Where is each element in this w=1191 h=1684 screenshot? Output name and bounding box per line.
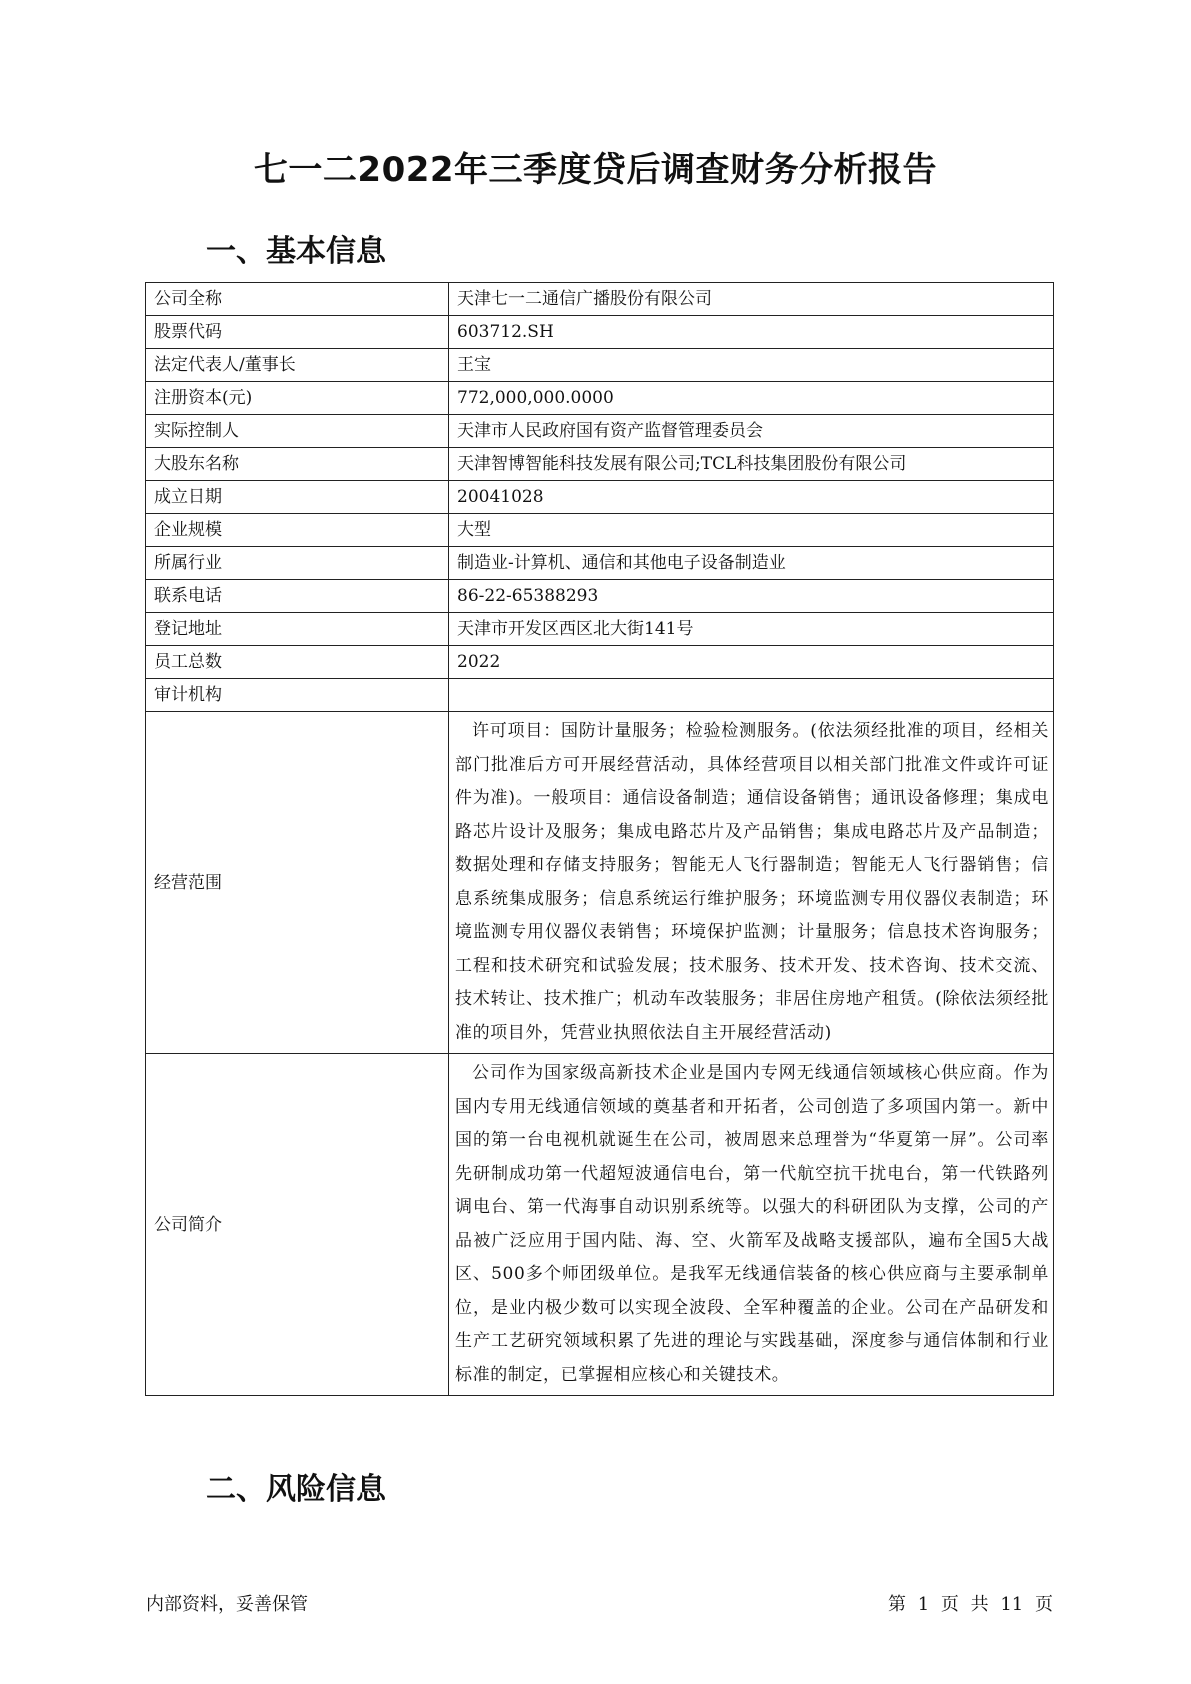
report-title: 七一二2022年三季度贷后调查财务分析报告 <box>253 150 938 190</box>
row-label: 审计机构 <box>146 679 449 712</box>
page-suffix: 页 <box>940 1594 959 1615</box>
row-label: 成立日期 <box>146 481 449 514</box>
row-value: 制造业-计算机、通信和其他电子设备制造业 <box>449 547 1054 580</box>
row-label: 员工总数 <box>146 646 449 679</box>
row-label: 公司全称 <box>146 283 449 316</box>
row-value <box>449 679 1054 712</box>
row-value: 天津市人民政府国有资产监督管理委员会 <box>449 415 1054 448</box>
row-value: 86-22-65388293 <box>449 580 1054 613</box>
table-row-business-scope <box>146 712 1054 1054</box>
table-row <box>146 580 1054 613</box>
row-label: 法定代表人/董事长 <box>146 349 449 382</box>
table-row-company-intro <box>146 1054 1054 1396</box>
table-row <box>146 547 1054 580</box>
footer-page-indicator <box>888 1590 1053 1616</box>
page-number: 1 <box>917 1594 930 1615</box>
total-prefix: 共 <box>970 1594 989 1615</box>
total-suffix: 页 <box>1035 1594 1053 1615</box>
row-value: 2022 <box>449 646 1054 679</box>
table-row <box>146 382 1054 415</box>
table-row <box>146 481 1054 514</box>
row-value: 大型 <box>449 514 1054 547</box>
section-heading-basic-info: 一、基本信息 <box>206 234 386 269</box>
table-row <box>146 646 1054 679</box>
basic-info-table-body <box>146 283 1054 1396</box>
row-label: 实际控制人 <box>146 415 449 448</box>
table-row <box>146 349 1054 382</box>
basic-info-table <box>145 282 1054 1396</box>
company-intro-label: 公司简介 <box>146 1054 449 1396</box>
business-scope-label: 经营范围 <box>146 712 449 1054</box>
footer-confidential-note: 内部资料，妥善保管 <box>146 1594 308 1615</box>
row-label: 所属行业 <box>146 547 449 580</box>
table-row <box>146 415 1054 448</box>
row-value: 天津市开发区西区北大街141号 <box>449 613 1054 646</box>
row-value: 20041028 <box>449 481 1054 514</box>
business-scope-text: 许可项目：国防计量服务；检验检测服务。(依法须经批准的项目，经相关部门批准后方可开展经营活动，具体经营项目以相关部门批准文件或许可证件为准)。一般项目：通信设备制造；通信设备销售；通讯设备修理；集成电路芯片设计及服务；集成电路芯片及产品销售；集成电路芯片及产品制造；数据处理和存储支持服务；智能无人飞行器制造；智能无人飞行器销售；信息系统集成服务；信息系统运行维护服务；环境监测专用仪器仪表制造；环境监测专用仪器仪表销售；环境保护监测；计量服务；信息技术咨询服务；工程和技术研究和试验发展；技术服务、技术开发、技术咨询、技术交流、技术转让、技术推广；机动车改装服务；非居住房地产租赁。(除依法须经批准的项目外，凭营业执照依法自主开展经营活动) <box>449 712 1054 1054</box>
total-pages: 11 <box>1000 1594 1024 1615</box>
row-value: 王宝 <box>449 349 1054 382</box>
row-value: 772,000,000.0000 <box>449 382 1054 415</box>
page-prefix: 第 <box>887 1594 906 1615</box>
row-value: 603712.SH <box>449 316 1054 349</box>
row-value: 天津智博智能科技发展有限公司;TCL科技集团股份有限公司 <box>449 448 1054 481</box>
table-row <box>146 514 1054 547</box>
row-label: 登记地址 <box>146 613 449 646</box>
row-value: 天津七一二通信广播股份有限公司 <box>449 283 1054 316</box>
company-intro-text: 公司作为国家级高新技术企业是国内专网无线通信领域核心供应商。作为国内专用无线通信领域的奠基者和开拓者，公司创造了多项国内第一。新中国的第一台电视机就诞生在公司，被周恩来总理誉为“华夏第一屏”。公司率先研制成功第一代超短波通信电台，第一代航空抗干扰电台，第一代铁路列调电台、第一代海事自动识别系统等。以强大的科研团队为支撑，公司的产品被广泛应用于国内陆、海、空、火箭军及战略支援部队，遍布全国5大战区、500多个师团级单位。是我军无线通信装备的核心供应商与主要承制单位，是业内极少数可以实现全波段、全军种覆盖的企业。公司在产品研发和生产工艺研究领域积累了先进的理论与实践基础，深度参与通信体制和行业标准的制定，已掌握相应核心和关键技术。 <box>449 1054 1054 1396</box>
row-label: 大股东名称 <box>146 448 449 481</box>
row-label: 企业规模 <box>146 514 449 547</box>
table-row <box>146 448 1054 481</box>
section-heading-risk-info: 二、风险信息 <box>206 1472 386 1507</box>
table-row <box>146 316 1054 349</box>
row-label: 注册资本(元) <box>146 382 449 415</box>
row-label: 联系电话 <box>146 580 449 613</box>
table-row <box>146 679 1054 712</box>
table-row <box>146 613 1054 646</box>
table-row <box>146 283 1054 316</box>
row-label: 股票代码 <box>146 316 449 349</box>
